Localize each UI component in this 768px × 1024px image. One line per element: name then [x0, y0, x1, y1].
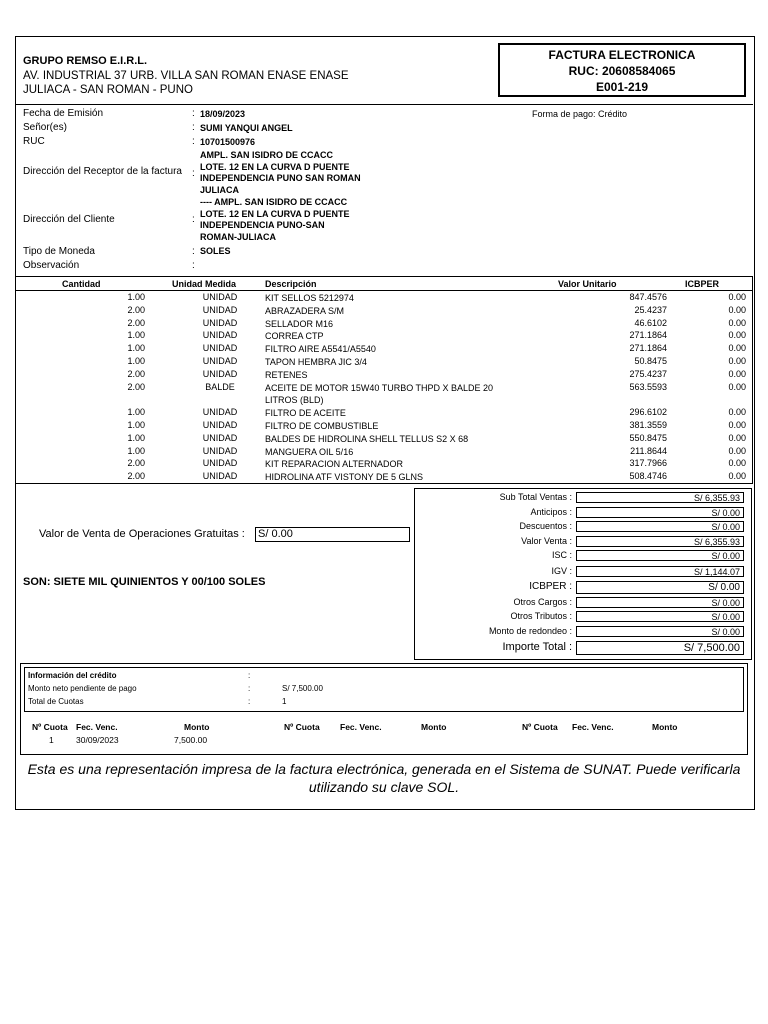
table-row: [15, 420, 753, 433]
payment-method: Forma de pago: Crédito: [532, 109, 628, 119]
document-ruc: RUC: 20608584065: [568, 64, 676, 78]
cell-description: RETENES: [265, 369, 308, 380]
cell-unit-value: 50.8475: [634, 356, 667, 366]
issue-date: 18/09/2023: [200, 109, 246, 119]
total-value: S/ 7,500.00: [576, 641, 744, 655]
cell-unit: UNIDAD: [202, 356, 238, 366]
cell-icbper: 0.00: [728, 420, 746, 430]
total-label: Otros Cargos :: [513, 597, 572, 607]
table-row: [15, 407, 753, 420]
installment-amount: 7,500.00: [174, 735, 208, 745]
table-row: [15, 381, 753, 406]
cell-unit: UNIDAD: [202, 343, 238, 354]
free-ops-label: Valor de Venta de Operaciones Gratuitas :: [39, 528, 245, 540]
currency: SOLES: [200, 246, 231, 256]
sunat-footer-note: Esta es una representación impresa de la factura electrónica, generada en el Sistema de SUNAT. Puede verificarla utilizando su clave SOL.: [27, 761, 741, 795]
cell-icbper: 0.00: [728, 304, 746, 315]
cell-icbper: 0.00: [728, 356, 746, 366]
cell-quantity: 2.00: [127, 317, 145, 328]
total-value: S/ 0.00: [576, 597, 744, 608]
receiver-address: AMPL. SAN ISIDRO DE CCACC LOTE. 12 EN LA CURVA D PUENTE INDEPENDENCIA PUNO SAN ROMAN JULIACA: [200, 150, 361, 195]
table-row: [15, 356, 753, 369]
document-number: E001-219: [595, 80, 649, 94]
table-row: [15, 458, 753, 471]
due-header-3: Fec. Venc.: [572, 722, 614, 732]
total-value: S/ 0.00: [576, 626, 744, 637]
installment-due-date: 30/09/2023: [76, 735, 119, 745]
document-type: FACTURA ELECTRONICA: [548, 48, 696, 62]
cell-unit: UNIDAD: [202, 458, 238, 469]
cell-unit: UNIDAD: [202, 471, 238, 482]
cell-description: KIT REPARACION ALTERNADOR: [265, 459, 404, 470]
issuer-city: JULIACA - SAN ROMAN - PUNO: [23, 84, 193, 96]
cell-unit-value: 275.4237: [629, 368, 667, 379]
total-label: Importe Total :: [502, 641, 572, 653]
cell-icbper: 0.00: [728, 292, 746, 302]
cell-description: FILTRO DE ACEITE: [265, 408, 346, 419]
total-label: IGV :: [551, 566, 572, 576]
client-address-label: Dirección del Cliente: [23, 214, 115, 225]
cell-unit: UNIDAD: [202, 407, 238, 418]
cell-description: MANGUERA OIL 5/16: [265, 446, 354, 457]
cell-unit: UNIDAD: [202, 330, 238, 341]
cell-icbper: 0.00: [728, 471, 746, 482]
divider: [15, 104, 753, 105]
table-row: [15, 318, 753, 331]
cell-icbper: 0.00: [728, 317, 746, 328]
cell-quantity: 1.00: [127, 292, 145, 302]
cell-quantity: 1.00: [127, 432, 145, 443]
table-row: [15, 292, 753, 305]
col-header-icbper: ICBPER: [685, 279, 720, 289]
cell-unit-value: 46.6102: [634, 317, 667, 328]
total-value: S/ 0.00: [576, 611, 744, 622]
total-label: Sub Total Ventas :: [499, 492, 572, 502]
col-header-unit: Unidad Medida: [172, 279, 237, 289]
amount-header-1: Monto: [184, 722, 210, 732]
cell-unit-value: 271.1864: [629, 343, 667, 354]
cell-description: CORREA CTP: [265, 331, 324, 342]
cell-quantity: 1.00: [127, 330, 145, 341]
cell-unit-value: 563.5593: [629, 381, 667, 392]
cell-description: BALDES DE HIDROLINA SHELL TELLUS S2 X 68: [265, 433, 469, 444]
pending-amount: S/ 7,500.00: [282, 684, 323, 693]
cell-icbper: 0.00: [728, 432, 746, 443]
cell-unit: BALDE: [205, 381, 235, 392]
due-header-1: Fec. Venc.: [76, 722, 118, 732]
total-label: Otros Tributos :: [510, 611, 572, 621]
customer-label: Señor(es): [23, 122, 67, 133]
cell-icbper: 0.00: [728, 330, 746, 341]
client-address: ---- AMPL. SAN ISIDRO DE CCACC LOTE. 12 EN LA CURVA D PUENTE INDEPENDENCIA PUNO-SAN ROMAN-JULIACA: [200, 197, 350, 242]
table-row: [15, 305, 753, 318]
total-value: S/ 6,355.93: [576, 492, 744, 503]
installments-count: 1: [282, 697, 287, 706]
cell-quantity: 2.00: [127, 304, 145, 315]
credit-title: Información del crédito: [28, 671, 117, 680]
cuota-header-3: Nº Cuota: [522, 722, 558, 732]
cell-unit-value: 550.8475: [629, 432, 667, 443]
total-label: ISC :: [551, 550, 572, 560]
free-ops-value: S/ 0.00: [255, 527, 410, 542]
cell-quantity: 1.00: [127, 420, 145, 430]
cell-unit: UNIDAD: [202, 420, 238, 430]
cell-quantity: 1.00: [127, 445, 145, 456]
amount-header-2: Monto: [421, 722, 447, 732]
table-row: [15, 330, 753, 343]
cell-icbper: 0.00: [728, 458, 746, 469]
issue-date-label: Fecha de Emisión: [23, 108, 104, 119]
cell-unit: UNIDAD: [202, 317, 238, 328]
col-header-unit-value: Valor Unitario: [558, 279, 617, 289]
document-id-box: [498, 43, 746, 97]
cell-description: ABRAZADERA S/M: [265, 305, 345, 316]
cell-description: TAPON HEMBRA JIC 3/4: [265, 357, 367, 367]
cell-unit-value: 847.4576: [629, 292, 667, 302]
amount-header-3: Monto: [652, 722, 678, 732]
cell-quantity: 1.00: [127, 407, 145, 418]
cell-icbper: 0.00: [728, 343, 746, 354]
table-row: [15, 369, 753, 382]
cell-unit: UNIDAD: [202, 304, 238, 315]
table-row: [15, 343, 753, 356]
customer-ruc-label: RUC: [23, 136, 45, 147]
col-header-desc: Descripción: [265, 279, 317, 289]
cell-icbper: 0.00: [728, 445, 746, 456]
total-label: ICBPER :: [529, 581, 572, 592]
cell-quantity: 2.00: [127, 381, 145, 392]
total-label: Monto de redondeo :: [488, 626, 572, 636]
total-label: Valor Venta :: [521, 536, 572, 546]
cell-unit-value: 25.4237: [634, 304, 667, 315]
total-value: S/ 0.00: [576, 521, 744, 532]
cell-icbper: 0.00: [728, 381, 746, 392]
currency-label: Tipo de Moneda: [23, 246, 95, 257]
issuer-address: AV. INDUSTRIAL 37 URB. VILLA SAN ROMAN ENASE ENASE: [23, 70, 349, 82]
cuota-header-1: Nº Cuota: [32, 722, 68, 732]
total-value: S/ 0.00: [576, 550, 744, 561]
cell-description: FILTRO AIRE A5541/A5540: [265, 344, 376, 355]
cell-description: SELLADOR M16: [265, 318, 334, 329]
cell-description: HIDROLINA ATF VISTONY DE 5 GLNS: [265, 472, 424, 483]
customer-ruc: 10701500976: [200, 137, 256, 147]
col-header-qty: Cantidad: [62, 279, 101, 289]
cell-unit: UNIDAD: [202, 445, 238, 456]
total-label: Anticipos :: [530, 507, 572, 517]
due-header-2: Fec. Venc.: [340, 722, 382, 732]
customer-name: SUMI YANQUI ANGEL: [200, 123, 293, 133]
cell-quantity: 1.00: [127, 343, 145, 354]
cell-quantity: 1.00: [127, 356, 145, 366]
installment-number: 1: [49, 735, 54, 745]
cell-unit-value: 508.4746: [629, 471, 667, 482]
cell-unit: UNIDAD: [202, 368, 238, 379]
table-row: [15, 446, 753, 459]
observation-label: Observación: [23, 260, 80, 271]
receiver-address-label: Dirección del Receptor de la factura: [23, 166, 182, 177]
pending-amount-label: Monto neto pendiente de pago: [28, 684, 137, 693]
total-value: S/ 0.00: [576, 581, 744, 594]
total-label: Descuentos :: [519, 521, 572, 531]
total-value: S/ 6,355.93: [576, 536, 744, 547]
cell-unit-value: 271.1864: [629, 330, 667, 341]
amount-in-words: SON: SIETE MIL QUINIENTOS Y 00/100 SOLES: [23, 576, 266, 588]
cell-unit: UNIDAD: [202, 292, 238, 302]
cell-unit-value: 317.7966: [629, 458, 667, 469]
cell-description: KIT SELLOS 5212974: [265, 293, 354, 303]
cell-quantity: 2.00: [127, 458, 145, 469]
table-row: [15, 433, 753, 446]
total-value: S/ 0.00: [576, 507, 744, 518]
cell-description: ACEITE DE MOTOR 15W40 TURBO THPD X BALDE 20 LITROS (BLD): [265, 382, 494, 406]
cell-unit-value: 296.6102: [629, 407, 667, 418]
total-value: S/ 1,144.07: [576, 566, 744, 577]
table-row: [15, 471, 753, 484]
cell-icbper: 0.00: [728, 368, 746, 379]
cell-unit: UNIDAD: [202, 432, 238, 443]
cell-icbper: 0.00: [728, 407, 746, 418]
cell-unit-value: 381.3559: [629, 420, 667, 430]
cell-unit-value: 211.8644: [630, 445, 667, 456]
installments-label: Total de Cuotas: [28, 697, 84, 706]
cuota-header-2: Nº Cuota: [284, 722, 320, 732]
issuer-name: GRUPO REMSO E.I.R.L.: [23, 55, 148, 67]
cell-description: FILTRO DE COMBUSTIBLE: [265, 421, 379, 431]
cell-quantity: 2.00: [127, 368, 145, 379]
cell-quantity: 2.00: [127, 471, 145, 482]
